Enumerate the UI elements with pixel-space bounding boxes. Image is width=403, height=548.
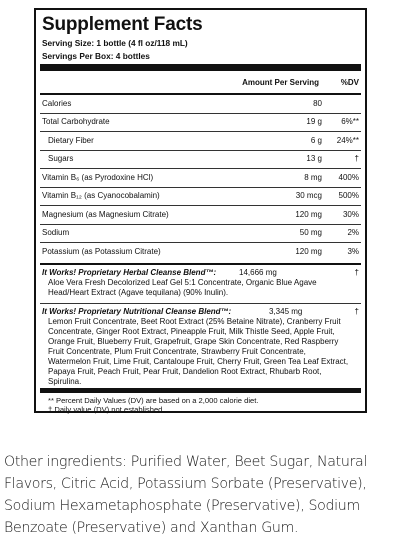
- blend-dv: †: [354, 268, 359, 277]
- thick-divider: [40, 388, 361, 393]
- nutrient-dv: †: [354, 154, 359, 163]
- panel-title: Supplement Facts: [42, 14, 203, 35]
- nutrient-name: Total Carbohydrate: [42, 117, 110, 126]
- nutritional-blend: [42, 307, 359, 387]
- thick-divider: [40, 64, 361, 71]
- nutrient-amount: 8 mg: [304, 173, 322, 182]
- divider: [40, 242, 361, 243]
- supplement-facts-panel: [34, 8, 367, 413]
- nutrient-row: [42, 99, 359, 109]
- nutrient-row: [42, 210, 359, 220]
- nutrient-name: Dietary Fiber: [48, 136, 94, 145]
- blend-amount: 14,666 mg: [239, 268, 277, 277]
- nutrient-amount: 120 mg: [295, 210, 322, 219]
- nutrient-dv: 30%: [342, 210, 359, 219]
- nutrient-row: [42, 173, 359, 183]
- nutrient-name: Potassium (as Potassium Citrate): [42, 247, 161, 256]
- nutrient-amount: 6 g: [310, 136, 322, 145]
- divider: [40, 150, 361, 151]
- nutrient-name: Sodium: [42, 228, 70, 237]
- nutrient-dv: 400%: [338, 173, 359, 182]
- divider: [40, 263, 361, 265]
- nutrient-dv: 3%: [347, 247, 359, 256]
- nutrient-amount: 120 mg: [295, 247, 322, 256]
- blend-amount: 3,345 mg: [269, 307, 303, 316]
- nutrient-row: [42, 191, 359, 201]
- nutrient-amount: 13 g: [306, 154, 322, 163]
- nutrient-name: Vitamin B₁₂ (as Cyanocobalamin): [42, 191, 160, 200]
- divider: [40, 93, 361, 95]
- divider: [40, 168, 361, 169]
- divider: [40, 187, 361, 188]
- blend-dv: †: [354, 307, 359, 316]
- nutrient-dv: 2%: [347, 228, 359, 237]
- blend-name: It Works! Proprietary Nutritional Cleanse Blend™:: [42, 307, 232, 316]
- column-header-row: [42, 78, 359, 88]
- nutrient-amount: 50 mg: [299, 228, 322, 237]
- nutrient-dv: 500%: [338, 191, 359, 200]
- herbal-blend: [42, 268, 359, 298]
- nutrient-row: [42, 247, 359, 257]
- divider: [40, 224, 361, 225]
- divider: [40, 303, 361, 304]
- servings-per-box: Servings Per Box: 4 bottles: [42, 51, 150, 61]
- nutrient-row: [42, 228, 359, 238]
- nutrient-row: [42, 117, 359, 127]
- other-ingredients: Other ingredients: Purified Water, Beet Sugar, Natural Flavors, Citric Acid, Potassium Sorbate (Preservative), Sodium Hexametaphosphate (Preservative), Sodium Benzoate (Preservative) and Xanthan Gum.: [4, 454, 367, 536]
- dv-header: %DV: [340, 78, 359, 87]
- nutrient-dv: 6%**: [341, 117, 359, 126]
- divider: [40, 205, 361, 206]
- nutrient-amount: 30 mcg: [295, 191, 322, 200]
- blend-ingredients: Aloe Vera Fresh Decolorized Leaf Gel 5:1 Concentrate, Organic Blue Agave Head/Heart Extract (Agave tequilana) (90% Inulin).: [48, 278, 317, 297]
- nutrient-row: [42, 136, 359, 146]
- dagger-footnote: † Daily value (DV) not established.: [48, 405, 165, 414]
- nutrient-amount: 80: [313, 99, 322, 108]
- nutrient-row: [42, 154, 359, 164]
- serving-size: Serving Size: 1 bottle (4 fl oz/118 mL): [42, 38, 188, 48]
- divider: [40, 131, 361, 132]
- divider: [40, 113, 361, 114]
- nutrient-name: Calories: [42, 99, 72, 108]
- nutrient-name: Sugars: [48, 154, 74, 163]
- nutrient-name: Magnesium (as Magnesium Citrate): [42, 210, 169, 219]
- nutrient-amount: 19 g: [306, 117, 322, 126]
- nutrient-name: Vitamin B₆ (as Pyrodoxine HCl): [42, 173, 154, 182]
- amount-header: Amount Per Serving: [242, 78, 319, 87]
- nutrient-dv: 24%**: [336, 136, 359, 145]
- blend-name: It Works! Proprietary Herbal Cleanse Blend™:: [42, 268, 217, 277]
- blend-ingredients: Lemon Fruit Concentrate, Beet Root Extract (25% Betaine Nitrate), Cranberry Fruit Concentrate, Ginger Root Extract, Pineapple Fruit, Milk Thistle Seed, Apple Fruit, Orange Fruit, Blueberry Fruit, Grapefruit, Grape Skin Concentrate, Red Raspberry Fruit Concentrate, Plum Fruit Concentrate, Strawberry Fruit Concentrate, Watermelon Fruit, Lime Fruit, Cantaloupe Fruit, Cherry Fruit, Green Tea Leaf Extract, Papaya Fruit, Peach Fruit, Pear Fruit, Dandelion Root Extract, Rhubarb Root, Spirulina.: [48, 317, 349, 386]
- dv-footnote: ** Percent Daily Values (DV) are based on a 2,000 calorie diet.: [48, 396, 259, 405]
